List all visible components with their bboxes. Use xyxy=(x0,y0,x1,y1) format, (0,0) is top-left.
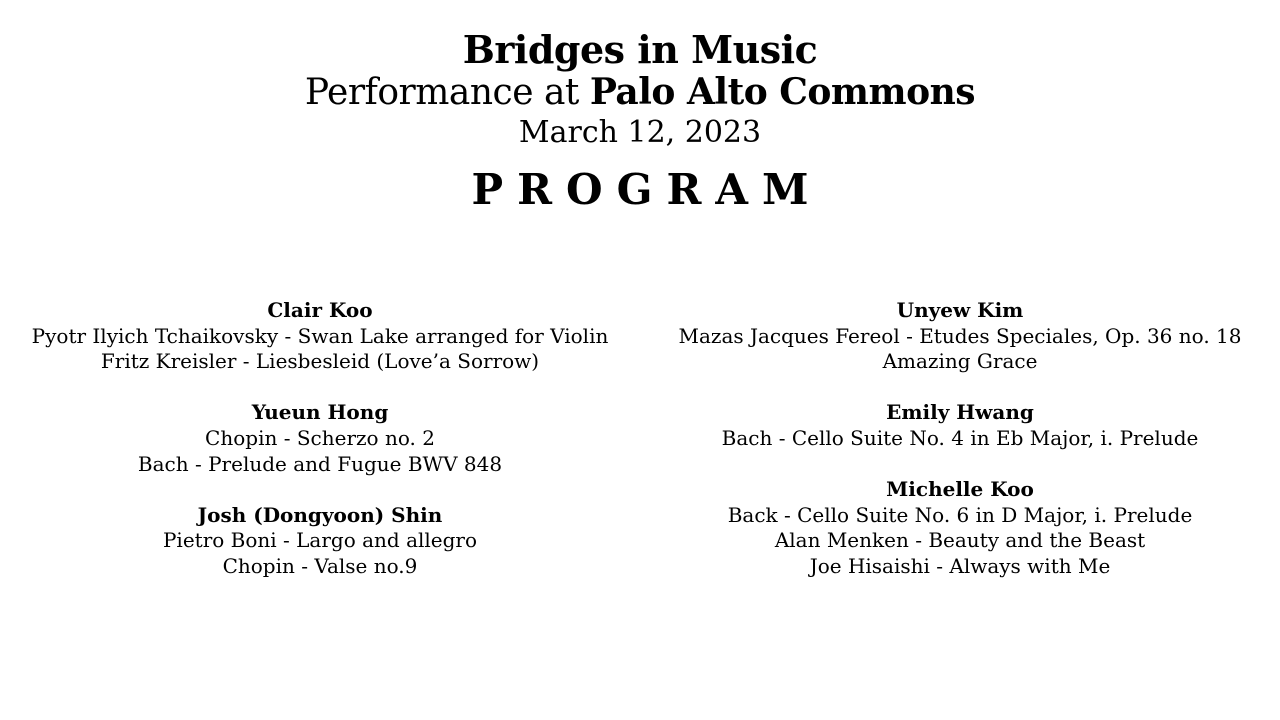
piece: Mazas Jacques Fereol - Etudes Speciales, Op. 36 no. 18 xyxy=(678,323,1242,348)
performer-block xyxy=(640,477,1280,579)
piece: Back - Cello Suite No. 6 in D Major, i. Prelude xyxy=(727,502,1193,527)
piece: Chopin - Valse no.9 xyxy=(222,553,418,578)
left-performer-column xyxy=(0,298,640,605)
performer-name: Josh (Dongyoon) Shin xyxy=(197,502,443,527)
piece: Pietro Boni - Largo and allegro xyxy=(162,528,478,553)
right-performer-column xyxy=(640,298,1280,605)
subtitle-prefix: Performance at xyxy=(304,72,590,113)
piece: Alan Menken - Beauty and the Beast xyxy=(774,528,1146,553)
piece: Fritz Kreisler - Liesbesleid (Love’a Sorrow) xyxy=(100,349,540,374)
performer-block xyxy=(0,298,640,375)
piece: Bach - Prelude and Fugue BWV 848 xyxy=(137,451,503,476)
piece: Bach - Cello Suite No. 4 in Eb Major, i. Prelude xyxy=(721,425,1199,450)
performer-name: Michelle Koo xyxy=(886,477,1034,502)
performer-block xyxy=(0,400,640,477)
performer-name: Emily Hwang xyxy=(886,400,1034,425)
piece: Pyotr Ilyich Tchaikovsky - Swan Lake arranged for Violin xyxy=(31,323,609,348)
performer-name: Unyew Kim xyxy=(896,298,1024,322)
performer-block xyxy=(0,503,640,580)
piece: Joe Hisaishi - Always with Me xyxy=(809,553,1111,578)
program-header xyxy=(0,28,1280,215)
program-heading: PROGRAM xyxy=(471,165,823,214)
performer-name: Yueun Hong xyxy=(251,400,389,425)
performer-name: Clair Koo xyxy=(267,298,373,322)
piece: Chopin - Scherzo no. 2 xyxy=(205,425,435,450)
event-title: Bridges in Music xyxy=(462,27,818,72)
event-subtitle xyxy=(0,72,1280,113)
performer-block xyxy=(640,400,1280,451)
venue-name: Palo Alto Commons xyxy=(589,71,976,113)
piece: Amazing Grace xyxy=(882,349,1038,374)
performer-block xyxy=(640,298,1280,375)
event-date: March 12, 2023 xyxy=(518,115,762,150)
